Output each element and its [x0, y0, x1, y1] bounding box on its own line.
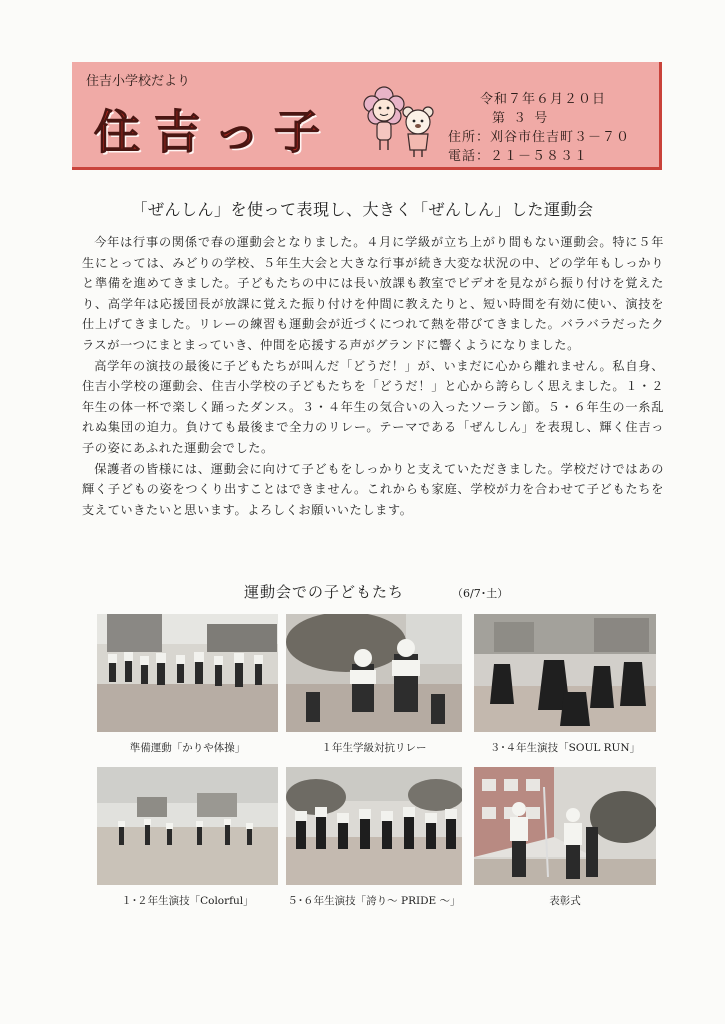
photo-caption: １･２年生演技「Colorful」 — [121, 895, 254, 907]
photo-caption: 表彰式 — [549, 895, 581, 907]
photo-section-date: （6/7･土） — [452, 587, 509, 600]
flower-mascot-icon — [364, 87, 404, 150]
article-body — [82, 232, 664, 520]
article-headline: 「ぜんしん」を使って表現し、大きく「ぜんしん」した運動会 — [131, 200, 594, 219]
newsletter-title: 住吉っ子 — [94, 105, 334, 159]
issue-number: 第 ３ 号 — [492, 111, 550, 126]
bear-mascot-icon — [403, 107, 433, 157]
photo-caption: ３･４年生演技「SOUL RUN」 — [489, 742, 641, 754]
photo-caption: 準備運動「かりや体操」 — [129, 742, 246, 754]
issue-date: 令和７年６月２０日 — [480, 92, 607, 107]
article-paragraph: 保護者の皆様には、運動会に向けて子どもをしっかりと支えていただきました。学校だけではあの輝く子どもの姿をつくり出すことはできません。これからも家庭、学校が力を合わせて子どもたちを支えていきたいと思います。よろしくお願いいたします。 — [82, 461, 664, 517]
masthead — [72, 62, 662, 170]
pride-performance-photo — [286, 767, 462, 885]
award-ceremony-photo — [474, 767, 656, 885]
photo-caption: ５･６年生演技「誇り～ PRIDE ～」 — [287, 895, 461, 907]
school-address: 住所：刈谷市住吉町３－７０ — [448, 130, 631, 145]
article-paragraph: 今年は行事の関係で春の運動会となりました。４月に学級が立ち上がり間もない運動会。特に５年生にとっては、みどりの学校、５年生大会と大きな行事が続き大変な状況の中、どの学年もしっかりと準備を進めてきました。子どもたちの中には長い放課も教室でビデオを見ながら振り付けを覚えたり、高学年は応援団長が放課に覚えた振り付けを仲間に教えたりと、短い時間を有効に使い、演技を仕上げてきました。リレーの練習も運動会が近づくにつれて熱を帯びてきました。バラバラだったクラスが一つにまとまっていき、仲間を応援する声がグランドに響くようになりました。 — [82, 235, 664, 352]
relay-race-photo — [286, 614, 462, 732]
mascot-illustration-icon — [362, 78, 440, 160]
dance-performance-photo — [474, 614, 656, 732]
photo-section-title: 運動会での子どもたち — [244, 583, 405, 601]
article-paragraph: 高学年の演技の最後に子どもたちが叫んだ「どうだ！」が、いまだに心から離れません。私自身、住吉小学校の運動会、住吉小学校の子どもたちを「どうだ！」と心から誇らしく思えました。１・２年生の体一杯で楽しく踊ったダンス。３・４年生の気合いの入ったソーラン節。５・６年生の一糸乱れぬ集団の迫力。負けても最後まで全力のリレー。テーマである「ぜんしん」を表現し、輝く住吉っ子の姿にあふれた運動会でした。 — [82, 358, 664, 455]
warmup-exercise-photo — [97, 614, 278, 732]
school-phone: 電話：２１－５８３１ — [448, 149, 589, 164]
newsletter-series: 住吉小学校だより — [86, 74, 191, 89]
photo-caption: １年生学級対抗リレー — [321, 742, 427, 754]
colorful-performance-photo — [97, 767, 278, 885]
